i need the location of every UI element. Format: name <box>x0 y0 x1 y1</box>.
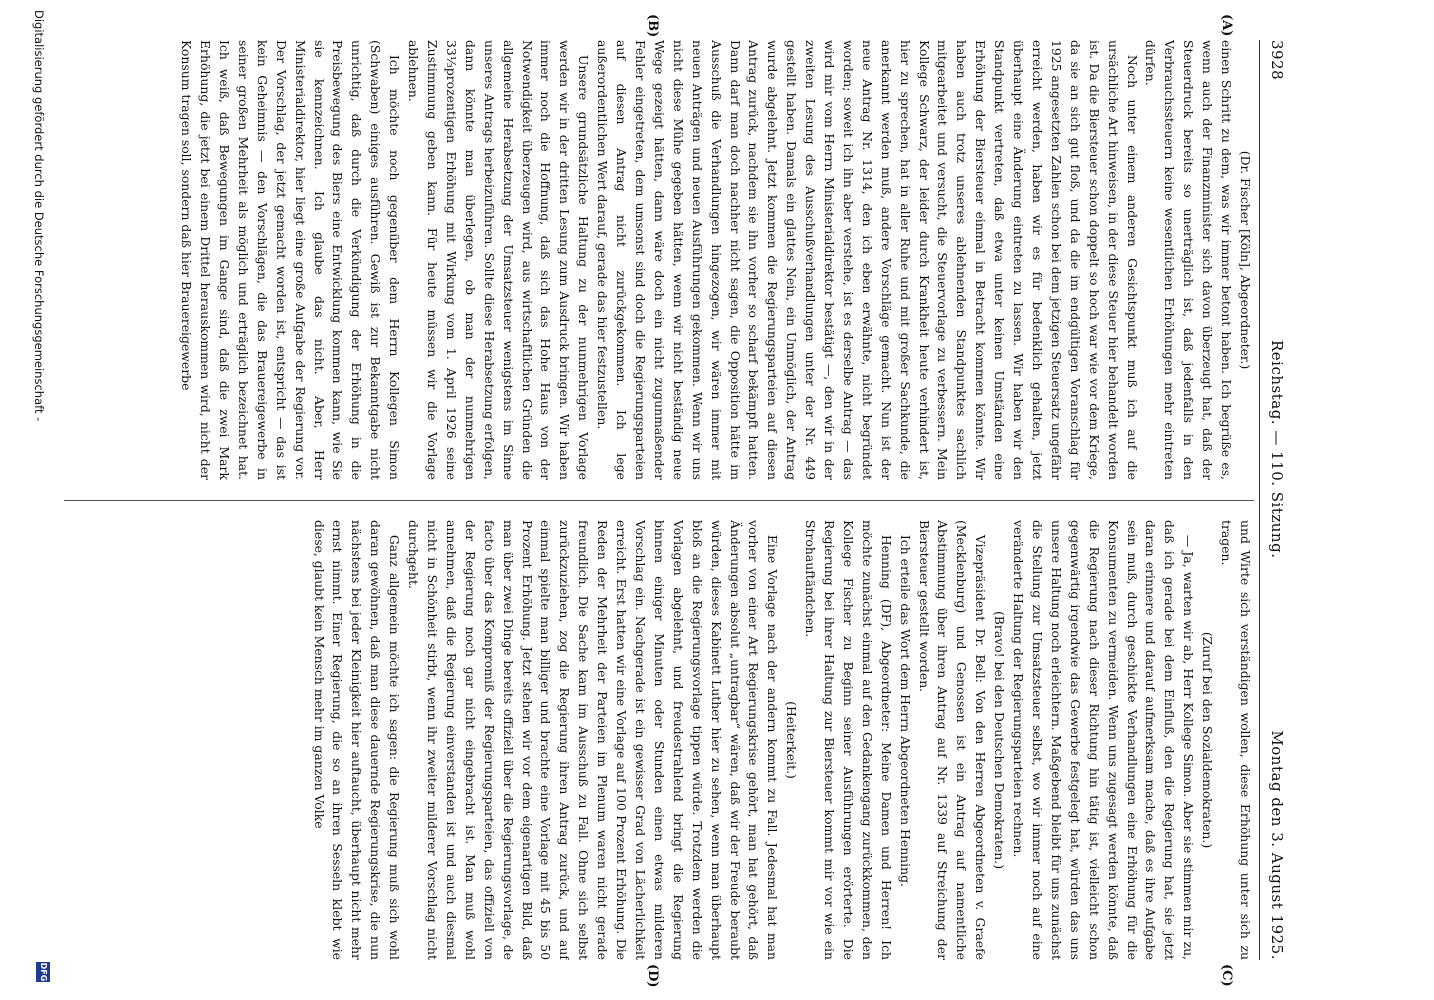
margin-mark-d: (D) <box>645 964 660 988</box>
paragraph: Noch unter einem anderen Gesichtspunkt muß ich auf die ursächliche Art hinweisen, in der diese Steuer hier behandelt worden ist. Da die Biersteuer schon doppelt so hoch war wie vor dem Kriege, da sie an sich gut floß, und da die im endgültigen Voranschlag für 1925 angesetzten Zahlen schon bei dem jetzigen Steuersatz ungefähr erreicht werden, haben wir es für bedenklich gehalten, jetzt überhaupt eine Änderung eintreten zu lassen. Wir haben wir den Standpunkt vertreten, daß etwa unter keinen Umständen eine Erhöhung der Biersteuer einmal in Betracht kommen könnte. Wir haben auch trotz unseres ablehnenden Standpunktes sachlich mitgearbeitet und versucht, die Steuervorlage zu verbessern. Mein Kollege Schwarz, der leider durch Krankheit heute verhindert ist, hier zu sprechen, hat in aller Ruhe und mit großer Sachkunde, die anerkannt werden muß, andere Vorschläge gemacht. Nun ist der neue Antrag Nr. 1314, den ich eben erwähnte, nicht begründet worden; soweit ich ihn aber verstehe, ist es derselbe Antrag — das wird mir vom Herrn Ministerialdirektor bestätigt —, den wir in der zweiten Lesung des Ausschußverhandlungen unter der Nr. 449 gestellt haben. Damals ein glattes Nein, ein Unmöglich, der Antrag wurde abgelehnt. Jetzt kommen die Regierungsparteien auf diesen Antrag zurück, nachdem sie ihn vorher so scharf bekämpft hatten. Dann darf man doch nachher nicht sagen, die Opposition hätte im Ausschuß die Verhandlungen hingezogen, wir wären immer mit neuen Anträgen und neuen Ausführungen gekommen. Wenn wir uns nicht diese Mühe gegeben hätten, wenn wir nicht beständig neue Wege gezeigt hätten, dann wäre doch ein nicht zugunmaßender Fehler eingetreten, dem umsonst sind doch die Regierungsparteien auf diesen Antrag nicht zurückgekommen. Ich lege außerordentlichen Wert darauf, gerade das hier festzustellen. <box>595 40 1140 480</box>
paragraph: Ich möchte noch gegenüber dem Herrn Kollegen Simon (Schwaben) einiges ausführen. Gewiß ist zur Bekanntgabe nicht unrichtig, daß durch die Verkündigung der Erhöhung in die Preisbewegung des Biers eine Entwicklung kommen kann, wie Sie sie kennzeichnen. Ich glaube das nicht. Aber, Herr Ministerialdirektor, hier liegt eine große Aufgabe der Regierung vor. Der Vorschlag, der jetzt gemacht worden ist, entspricht — das ist kein Geheimnis — den Vorschlägen, die das Brauereigewerbe in seiner großen Mehrheit als möglich und erträglich bezeichnet hat. Ich weiß, daß Bewegungen im Gange sind, daß die zwei Mark Erhöhung, die jetzt bei einem Drittel herauskommen wird, nicht der Konsum tragen soll, sondern daß hier Brauereigewerbe <box>179 40 403 480</box>
paragraph: Unsere grundsätzliche Haltung zu der nunmehrigen Vorlage werden wir in der dritten Lesung zum Ausdruck bringen. Wir haben immer noch die Hoffnung, daß sich das Hohe Haus von der Notwendigkeit überzeugen wird, aus wirtschaftlichen Gründen die allgemeine Herabsetzung der Umsatzsteuer wenigstens im Sinne unseres Antrags herbeizuführen. Sollte diese Herabsetzung erfolgen, dann könnte man überlegen, ob man der nunmehrigen 33⅓prozentigen Erhöhung mit Wirkung vom 1. April 1926 seine Zustimmung geben kann. Für heute müssen wir die Vorlage ablehnen. <box>406 40 592 480</box>
interjection: (Bravo! bei den Deutschen Demokraten.) <box>992 610 1008 870</box>
margin-mark-c: (C) <box>1219 964 1234 987</box>
paragraph: Henning (DF), Abgeordneter: Meine Damen und Herren! Ich möchte zunächst einmal auf den Gedankengang zurückkommen, den Kollege Fischer zu Beginn seiner Ausführungen erörterte. Die Regierung bei ihrer Haltung zur Biersteuer kommt mir vor wie ein Strohauftändchen. <box>803 520 894 960</box>
interjection: (Heiterkeit.) <box>784 701 800 779</box>
left-text-column <box>64 40 1254 480</box>
session-title: Reichstag. — 110. Sitzung. <box>1268 340 1286 559</box>
footer-credit: Digitalisierung gefördert durch die Deutsche Forschungsgemeinschaft - <box>32 10 46 422</box>
column-divider <box>64 500 1254 501</box>
header-rule <box>1259 40 1260 960</box>
digitization-footer <box>14 0 54 1000</box>
paragraph: Ganz allgemein möchte ich sagen: die Regierung muß sich wohl daran gewöhnen, daß man diese dauernde Regierungskrise, die nun nächstens bei jeder Kleinigkeit hier auftaucht, überhaupt nicht mehr ernst nimmt. Einer Regierung, die so an ihren Sesseln klebt wie diese, glaubt kein Mensch mehr im ganzen Volke <box>311 520 403 960</box>
margin-mark-b: (B) <box>645 14 660 38</box>
paragraph: und Wirte sich verständigen wollen, diese Erhöhung unter sich zu tragen. <box>1219 520 1253 960</box>
interjection: (Zuruf bei den Sozialdemokraten.) <box>1200 631 1216 849</box>
margin-mark-a: (A) <box>1219 14 1234 37</box>
paragraph: einen Schritt zu dem, was wir immer betont haben. Ich begrüße es, wenn auch der Finanzminister sich davon überzeugt hat, daß der Steuerdruck bereits so unerträglich ist, daß jedenfalls in den Verbrauchssteuern keine wesentlichen Erhöhungen mehr eintreten dürfen. <box>1143 40 1235 480</box>
page-number: 3928 <box>1268 40 1286 81</box>
paragraph: Ich erteile das Wort dem Herrn Abgeordneten Henning. <box>897 534 913 887</box>
paragraph: Eine Vorlage nach der andern kommt zu Fall. Jedesmal hat man vorher von einer Art Regierungskrise gehört, man hat gehört, daß Änderungen absolut „untragbar“ wären, daß wir der Freude beraubt würden, dieses Kabinett Luther hier zu sehen, wenn man überhaupt bloß an die Regierungsvorlage tippen würde. Trotzdem werden die Vorlagen abgelehnt, und freudestrahlend bringt die Regierung binnen einiger Minuten oder Stunden einen etwas milderen Vorschlag ein. Nachgerade ist ein gewisser Grad von Lächerlichkeit erreicht. Erst hatten wir eine Vorlage auf 100 Prozent Erhöhung. Die Reden der Mehrheit der Parteien im Plenum waren nicht gerade freundlich. Die Sache kam im Ausschuß zu Fall. Ohne sich selbst zurückzuziehen, zog die Regierung ihren Antrag zurück, und auf einmal spielte man billiger und brachte eine Vorlage mit 45 bis 50 Prozent Erhöhung. Jetzt stehen wir vor dem eigenartigen Bild, daß man über zwei Dinge bereits offiziell über die Regierungsvorlage, de facto über das Kompromiß der Regierungsparteien, das offiziell von der Regierung noch gar nicht eingebracht ist. Man muß wohl annehmen, daß die Regierung einverstanden ist und auch diesmal nicht in Schönheit stirbt, wenn ihr zweiter milderer Vorschlag nicht durchgeht. <box>406 520 781 960</box>
paragraph: Vizepräsident Dr. Bell: Von den Herren Abgeordneten v. Graefe (Mecklenburg) und Genossen ist ein Antrag auf namentliche Abstimmung über ihren Antrag auf Nr. 1339 auf Streichung der Biersteuer gestellt worden. <box>916 520 989 960</box>
speaker-reference: (Dr. Fischer [Köln], Abgeordneter.) <box>1238 150 1253 370</box>
session-date: Montag den 3. August 1925. <box>1268 730 1286 960</box>
right-text-column <box>64 520 1254 960</box>
dfg-logo-icon: DFG <box>36 962 50 982</box>
page-header <box>1260 40 1286 960</box>
paragraph: — Ja, warten wir ab, Herr Kollege Simon. Aber sie stimmen mir zu, daß ich gerade bei dem Einfluß, den die Regierung hat, sie jetzt daran erinnere und darauf aufmerksam mache, daß es ihre Aufgabe sein muß, durch geschickte Verhandlungen eine Erhöhung für die Konsumenten zu vermeiden. Wenn uns zugesagt werden könnte, daß die Regierung nach dieser Richtung hin tätig ist, vielleicht schon gegenwärtig irgendwie das Gewerbe festgelegt hat, würden das uns unsere Haltung noch erleichtern. Maßgebend bleibt für uns zunächst die Stellung zur Umsatzsteuer selbst, wo wir immer noch auf eine veränderte Haltung der Regierungsparteien rechnen. <box>1011 520 1197 960</box>
